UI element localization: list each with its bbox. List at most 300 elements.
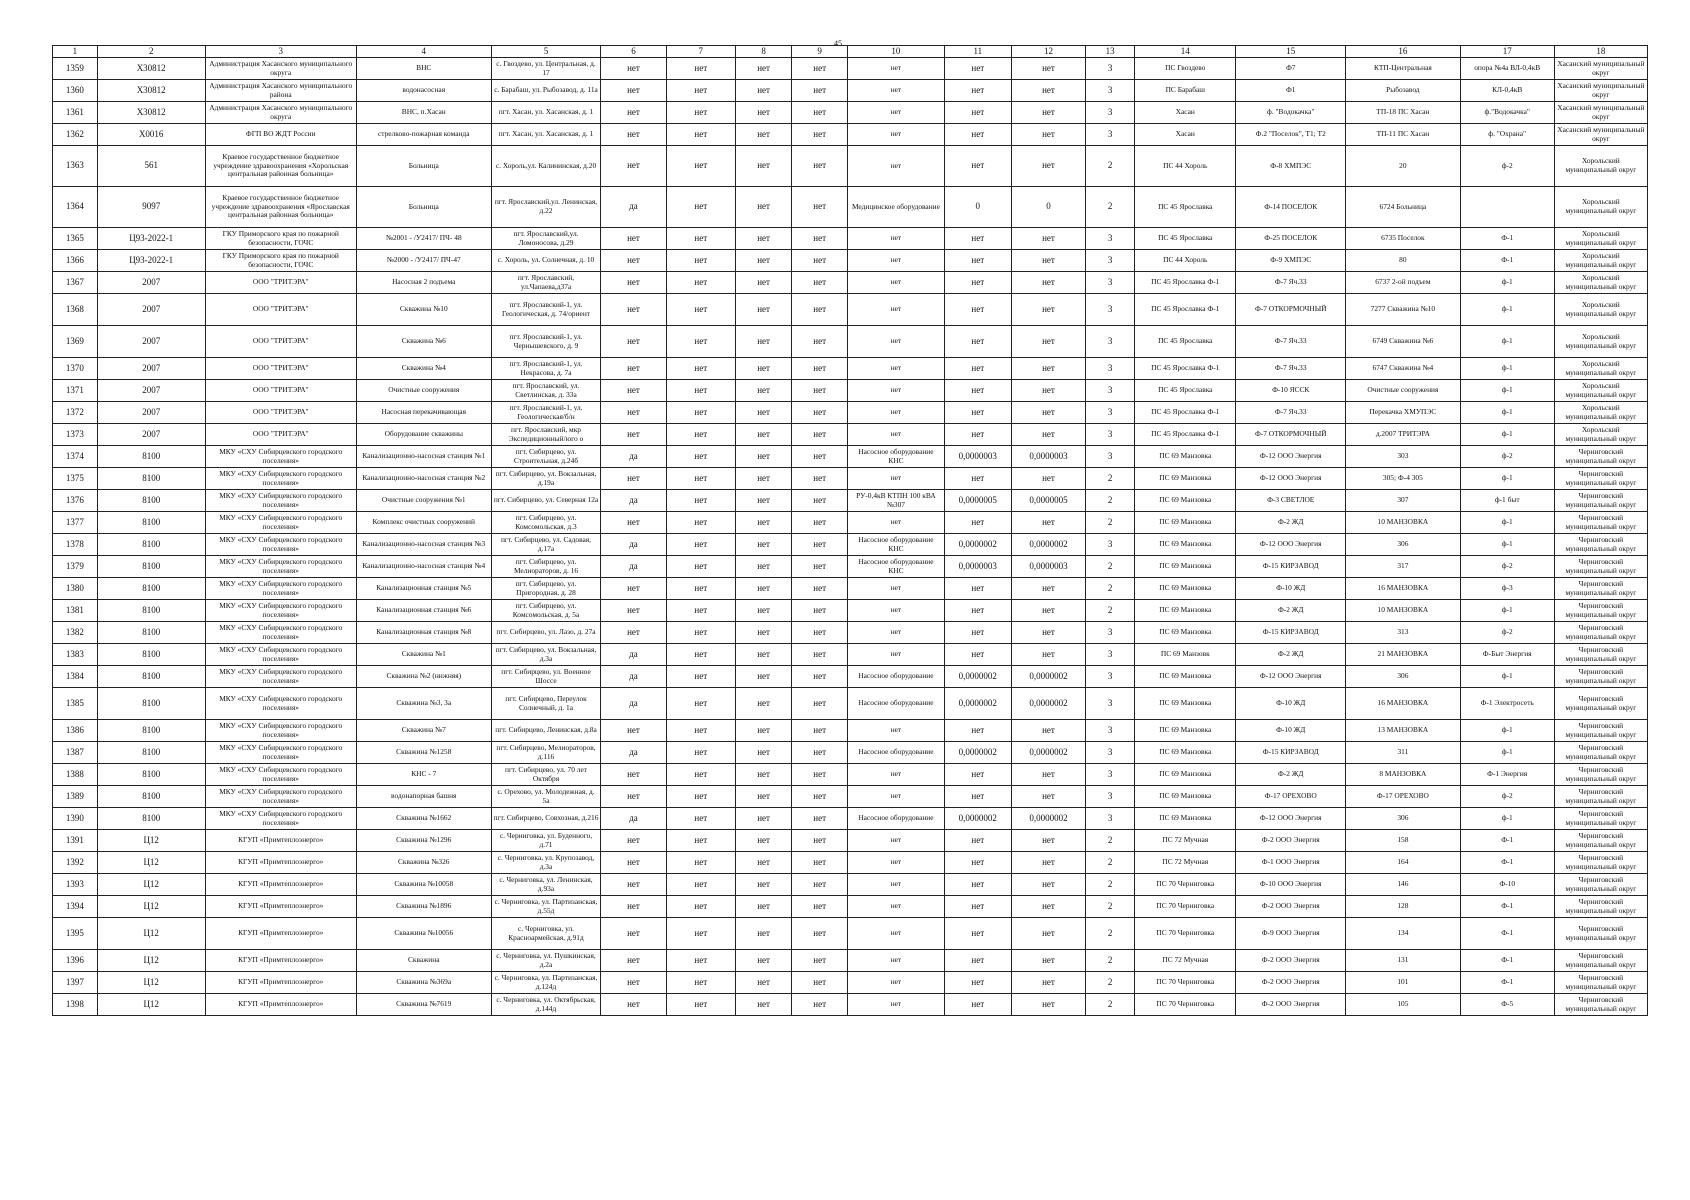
- table-cell: 0,0000002: [1011, 808, 1085, 830]
- table-cell: Ф-7 Яч.33: [1236, 272, 1346, 294]
- table-cell: 3: [1085, 446, 1134, 468]
- table-cell: КГУП «Примтеплоэнерго»: [205, 972, 356, 994]
- table-cell: Ф-1: [1460, 228, 1554, 250]
- table-cell: 3: [1085, 380, 1134, 402]
- table-cell: Ф-2 ЖД: [1236, 764, 1346, 786]
- table-cell: нет: [666, 852, 736, 874]
- column-header: 13: [1085, 46, 1134, 58]
- table-cell: ф-1: [1460, 294, 1554, 326]
- table-cell: Х0016: [97, 124, 205, 146]
- table-cell: Ф-9 ХМПЭС: [1236, 250, 1346, 272]
- table-cell: нет: [1011, 622, 1085, 644]
- table-cell: 0,0000003: [1011, 446, 1085, 468]
- table-cell: нет: [1011, 764, 1085, 786]
- table-cell: ВНС: [356, 58, 491, 80]
- table-cell: нет: [666, 272, 736, 294]
- table-cell: ПС 69 Манзовка: [1135, 468, 1236, 490]
- table-cell: 3: [1085, 622, 1134, 644]
- table-cell: 80: [1346, 250, 1460, 272]
- table-row: [53, 358, 1648, 380]
- table-cell: Хорольский муниципальный округ: [1554, 294, 1647, 326]
- table-cell: ПС Гвоздево: [1135, 58, 1236, 80]
- table-cell: Скважина №10058: [356, 874, 491, 896]
- table-cell: ф-1: [1460, 358, 1554, 380]
- table-cell: 16 МАНЗОВКА: [1346, 688, 1460, 720]
- table-cell: ф-1: [1460, 720, 1554, 742]
- table-cell: пгт. Ярославский-1, ул. Геологическая, д. 74/ориент: [491, 294, 601, 326]
- table-cell: Ф-17 ОРЕХОВО: [1346, 786, 1460, 808]
- table-cell: с. Черниговка, ул. Пушкинская, д.2а: [491, 950, 601, 972]
- table-cell: нет: [1011, 600, 1085, 622]
- table-cell: Черниговский муниципальный округ: [1554, 994, 1647, 1016]
- table-cell: пгт. Сибирцево, ул. Комсомольская, д.3: [491, 512, 601, 534]
- table-row: [53, 950, 1648, 972]
- table-cell: нет: [736, 380, 792, 402]
- table-cell: нет: [736, 830, 792, 852]
- table-cell: Ф-9 ООО Энергия: [1236, 918, 1346, 950]
- table-cell: нет: [792, 380, 848, 402]
- table-cell: пгт. Ярославский, ул. Светлинская, д. 33а: [491, 380, 601, 402]
- table-cell: с. Черниговка, ул. Буденного, д.71: [491, 830, 601, 852]
- table-cell: нет: [944, 294, 1011, 326]
- table-cell: нет: [792, 600, 848, 622]
- table-cell: да: [601, 446, 666, 468]
- table-cell: 1373: [53, 424, 98, 446]
- table-cell: 2007: [97, 380, 205, 402]
- table-cell: Ф-1: [1460, 918, 1554, 950]
- table-cell: нет: [736, 468, 792, 490]
- table-cell: 0,0000005: [1011, 490, 1085, 512]
- table-cell: Хасанский муниципальный округ: [1554, 124, 1647, 146]
- table-cell: 8100: [97, 688, 205, 720]
- table-cell: 2: [1085, 852, 1134, 874]
- table-cell: 3: [1085, 80, 1134, 102]
- table-cell: нет: [736, 742, 792, 764]
- table-cell: с. Барабаш, ул. Рыбозавод, д. 11а: [491, 80, 601, 102]
- table-cell: Ц12: [97, 972, 205, 994]
- table-cell: 131: [1346, 950, 1460, 972]
- table-cell: 2: [1085, 187, 1134, 228]
- table-cell: нет: [944, 972, 1011, 994]
- table-cell: нет: [666, 424, 736, 446]
- table-cell: нет: [792, 402, 848, 424]
- table-cell: 2: [1085, 556, 1134, 578]
- table-cell: нет: [601, 124, 666, 146]
- table-cell: д.2007 ТРИТЭРА: [1346, 424, 1460, 446]
- table-cell: ПС 69 Манзовк: [1135, 644, 1236, 666]
- table-cell: нет: [736, 272, 792, 294]
- table-cell: с. Хороль, ул. Солнечная, д. 10: [491, 250, 601, 272]
- table-cell: МКУ «СХУ Сибирцевского городского поселения»: [205, 446, 356, 468]
- table-cell: 0,0000003: [944, 556, 1011, 578]
- table-cell: нет: [736, 994, 792, 1016]
- table-cell: 3: [1085, 720, 1134, 742]
- table-cell: Черниговский муниципальный округ: [1554, 490, 1647, 512]
- table-row: [53, 994, 1648, 1016]
- table-cell: 10 МАНЗОВКА: [1346, 600, 1460, 622]
- table-cell: 16 МАНЗОВКА: [1346, 578, 1460, 600]
- table-cell: 2007: [97, 294, 205, 326]
- table-cell: пгт. Сибирцево, ул. Северная 12а: [491, 490, 601, 512]
- table-cell: нет: [736, 294, 792, 326]
- table-cell: 1381: [53, 600, 98, 622]
- table-cell: Черниговский муниципальный округ: [1554, 742, 1647, 764]
- table-cell: 0,0000002: [1011, 534, 1085, 556]
- table-cell: 2: [1085, 600, 1134, 622]
- table-cell: 306: [1346, 666, 1460, 688]
- table-cell: нет: [601, 918, 666, 950]
- table-cell: 1387: [53, 742, 98, 764]
- table-cell: нет: [601, 250, 666, 272]
- table-cell: нет: [601, 896, 666, 918]
- table-cell: 3: [1085, 294, 1134, 326]
- table-cell: нет: [944, 468, 1011, 490]
- table-cell: 8 МАНЗОВКА: [1346, 764, 1460, 786]
- table-cell: нет: [848, 896, 944, 918]
- table-cell: нет: [944, 146, 1011, 187]
- table-cell: Черниговский муниципальный округ: [1554, 808, 1647, 830]
- table-cell: КГУП «Примтеплоэнерго»: [205, 830, 356, 852]
- table-cell: 1392: [53, 852, 98, 874]
- table-cell: нет: [736, 58, 792, 80]
- table-cell: ф-1: [1460, 380, 1554, 402]
- table-cell: нет: [944, 512, 1011, 534]
- table-cell: пгт. Сибирцево, ул. Военное Шоссе: [491, 666, 601, 688]
- table-cell: ф-2: [1460, 146, 1554, 187]
- table-cell: Канализационно-насосная станция №3: [356, 534, 491, 556]
- table-cell: Ф-17 ОРЕХОВО: [1236, 786, 1346, 808]
- table-cell: нет: [848, 644, 944, 666]
- table-cell: с. Черниговка, ул. Ленинская, д.93а: [491, 874, 601, 896]
- table-cell: ф-3: [1460, 578, 1554, 600]
- table-cell: Хорольский муниципальный округ: [1554, 380, 1647, 402]
- table-cell: Ф-10 ООО Энергия: [1236, 874, 1346, 896]
- table-cell: водонасосная: [356, 80, 491, 102]
- table-cell: Черниговский муниципальный округ: [1554, 786, 1647, 808]
- table-cell: нет: [736, 146, 792, 187]
- table-cell: нет: [848, 102, 944, 124]
- table-cell: Хорольский муниципальный округ: [1554, 402, 1647, 424]
- table-cell: 1388: [53, 764, 98, 786]
- table-cell: 146: [1346, 874, 1460, 896]
- table-cell: нет: [666, 468, 736, 490]
- table-cell: 0,0000002: [944, 666, 1011, 688]
- table-cell: 0: [1011, 187, 1085, 228]
- table-cell: нет: [1011, 972, 1085, 994]
- column-header: 14: [1135, 46, 1236, 58]
- column-header: 12: [1011, 46, 1085, 58]
- table-cell: нет: [736, 622, 792, 644]
- table-cell: нет: [792, 830, 848, 852]
- table-cell: нет: [736, 666, 792, 688]
- table-cell: 1359: [53, 58, 98, 80]
- table-cell: 0,0000003: [944, 446, 1011, 468]
- table-cell: 2: [1085, 994, 1134, 1016]
- table-cell: нет: [848, 424, 944, 446]
- table-cell: Скважина №6: [356, 326, 491, 358]
- table-cell: 311: [1346, 742, 1460, 764]
- table-cell: Ф.2 "Поселок", Т1; Т2: [1236, 124, 1346, 146]
- table-cell: нет: [944, 874, 1011, 896]
- table-cell: 1393: [53, 874, 98, 896]
- table-cell: МКУ «СХУ Сибирцевского городского поселения»: [205, 490, 356, 512]
- table-cell: нет: [736, 896, 792, 918]
- table-cell: 3: [1085, 358, 1134, 380]
- table-cell: ф. "Водокачка": [1236, 102, 1346, 124]
- table-cell: нет: [601, 358, 666, 380]
- table-cell: нет: [666, 622, 736, 644]
- table-cell: 2: [1085, 896, 1134, 918]
- table-cell: нет: [1011, 58, 1085, 80]
- table-cell: нет: [666, 874, 736, 896]
- table-cell: нет: [848, 950, 944, 972]
- table-cell: нет: [792, 490, 848, 512]
- table-cell: Черниговский муниципальный округ: [1554, 852, 1647, 874]
- table-cell: нет: [666, 250, 736, 272]
- table-cell: Ф-15 КИРЗАВОД: [1236, 556, 1346, 578]
- table-cell: нет: [1011, 644, 1085, 666]
- table-cell: ООО "ТРИТЭРА": [205, 294, 356, 326]
- table-cell: Ф1: [1236, 80, 1346, 102]
- table-cell: 6737 2-ой подъем: [1346, 272, 1460, 294]
- table-cell: РУ-0,4кВ КТПН 100 кВА №307: [848, 490, 944, 512]
- table-cell: 8100: [97, 534, 205, 556]
- table-cell: КГУП «Примтеплоэнерго»: [205, 896, 356, 918]
- table-cell: 21 МАНЗОВКА: [1346, 644, 1460, 666]
- table-cell: Насосное оборудование: [848, 688, 944, 720]
- table-cell: Ф-1: [1460, 950, 1554, 972]
- table-cell: нет: [736, 326, 792, 358]
- table-cell: ТП-11 ПС Хасан: [1346, 124, 1460, 146]
- table-cell: 1360: [53, 80, 98, 102]
- table-cell: нет: [1011, 326, 1085, 358]
- table-cell: нет: [792, 80, 848, 102]
- column-header: 11: [944, 46, 1011, 58]
- table-cell: нет: [792, 764, 848, 786]
- table-cell: Ф-15 КИРЗАВОД: [1236, 742, 1346, 764]
- table-cell: нет: [792, 326, 848, 358]
- table-cell: Ц12: [97, 896, 205, 918]
- table-cell: 8100: [97, 468, 205, 490]
- table-cell: нет: [601, 272, 666, 294]
- table-cell: МКУ «СХУ Сибирцевского городского поселения»: [205, 720, 356, 742]
- table-cell: нет: [792, 358, 848, 380]
- table-cell: с. Орехово, ул. Молодежная, д. 5а: [491, 786, 601, 808]
- table-cell: 2007: [97, 326, 205, 358]
- table-cell: Канализационно-насосная станция №1: [356, 446, 491, 468]
- table-cell: 1386: [53, 720, 98, 742]
- table-cell: ООО "ТРИТЭРА": [205, 326, 356, 358]
- table-cell: Ф-1 ООО Энергия: [1236, 852, 1346, 874]
- table-cell: 3: [1085, 742, 1134, 764]
- table-cell: нет: [792, 972, 848, 994]
- table-cell: Ц12: [97, 852, 205, 874]
- table-cell: нет: [666, 644, 736, 666]
- table-cell: нет: [848, 720, 944, 742]
- table-cell: нет: [1011, 228, 1085, 250]
- table-cell: нет: [1011, 830, 1085, 852]
- table-cell: нет: [1011, 102, 1085, 124]
- table-cell: Насосное оборудование КНС: [848, 446, 944, 468]
- table-cell: нет: [848, 622, 944, 644]
- table-cell: нет: [666, 102, 736, 124]
- table-cell: нет: [666, 380, 736, 402]
- column-header: 9: [792, 46, 848, 58]
- table-cell: пгт. Сибирцево, ул. Пригородная, д. 28: [491, 578, 601, 600]
- table-cell: Ц12: [97, 950, 205, 972]
- table-cell: Черниговский муниципальный округ: [1554, 688, 1647, 720]
- table-cell: нет: [736, 402, 792, 424]
- table-cell: да: [601, 808, 666, 830]
- table-cell: Ф-12 ООО Энергия: [1236, 666, 1346, 688]
- table-cell: 134: [1346, 918, 1460, 950]
- table-cell: нет: [601, 102, 666, 124]
- table-cell: ф-1: [1460, 402, 1554, 424]
- table-cell: пгт. Хасан, ул. Хасанская, д. 1: [491, 102, 601, 124]
- table-cell: пгт. Сибирцево, ул. 70 лет Октября: [491, 764, 601, 786]
- table-cell: нет: [944, 786, 1011, 808]
- table-cell: МКУ «СХУ Сибирцевского городского поселения»: [205, 808, 356, 830]
- table-cell: 2: [1085, 972, 1134, 994]
- table-cell: Ц93-2022-1: [97, 250, 205, 272]
- table-cell: нет: [666, 358, 736, 380]
- table-cell: нет: [792, 556, 848, 578]
- table-cell: нет: [848, 994, 944, 1016]
- table-cell: ф-2: [1460, 556, 1554, 578]
- table-cell: нет: [792, 808, 848, 830]
- table-cell: нет: [601, 786, 666, 808]
- table-cell: 2007: [97, 272, 205, 294]
- table-cell: Ц12: [97, 830, 205, 852]
- table-cell: нет: [1011, 380, 1085, 402]
- table-cell: 303: [1346, 446, 1460, 468]
- table-cell: нет: [848, 578, 944, 600]
- table-cell: Ф7: [1236, 58, 1346, 80]
- table-cell: 3: [1085, 644, 1134, 666]
- table-cell: 8100: [97, 720, 205, 742]
- table-cell: Черниговский муниципальный округ: [1554, 720, 1647, 742]
- table-row: [53, 187, 1648, 228]
- table-cell: Скважина №10056: [356, 918, 491, 950]
- table-cell: 158: [1346, 830, 1460, 852]
- table-cell: 8100: [97, 556, 205, 578]
- table-cell: Очистные сооружения: [1346, 380, 1460, 402]
- table-cell: Ф-12 ООО Энергия: [1236, 534, 1346, 556]
- table-cell: Ф-10 ЖД: [1236, 720, 1346, 742]
- table-row: [53, 490, 1648, 512]
- table-cell: 0,0000002: [1011, 688, 1085, 720]
- table-cell: Ф-2 ЖД: [1236, 600, 1346, 622]
- table-cell: нет: [666, 808, 736, 830]
- table-cell: нет: [848, 358, 944, 380]
- table-cell: нет: [792, 688, 848, 720]
- table-cell: Х30812: [97, 102, 205, 124]
- table-cell: Канализационно-насосная станция №4: [356, 556, 491, 578]
- table-cell: ООО "ТРИТЭРА": [205, 402, 356, 424]
- table-cell: нет: [736, 358, 792, 380]
- table-cell: нет: [601, 468, 666, 490]
- table-row: [53, 58, 1648, 80]
- table-cell: МКУ «СХУ Сибирцевского городского поселения»: [205, 666, 356, 688]
- table-cell: Насосная перекачивающая: [356, 402, 491, 424]
- table-cell: Скважина №1296: [356, 830, 491, 852]
- table-cell: нет: [601, 852, 666, 874]
- table-cell: нет: [848, 58, 944, 80]
- table-cell: 6747 Скважина №4: [1346, 358, 1460, 380]
- table-cell: МКУ «СХУ Сибирцевского городского поселения»: [205, 786, 356, 808]
- page-number: 45: [834, 39, 842, 48]
- table-cell: Перекачка ХМУПЭС: [1346, 402, 1460, 424]
- column-header: 5: [491, 46, 601, 58]
- table-cell: Хасанский муниципальный округ: [1554, 80, 1647, 102]
- table-cell: Черниговский муниципальный округ: [1554, 578, 1647, 600]
- table-row: [53, 622, 1648, 644]
- table-cell: нет: [1011, 250, 1085, 272]
- table-cell: Черниговский муниципальный округ: [1554, 918, 1647, 950]
- table-row: [53, 534, 1648, 556]
- table-cell: нет: [1011, 874, 1085, 896]
- table-cell: нет: [848, 272, 944, 294]
- table-cell: нет: [736, 764, 792, 786]
- table-cell: нет: [848, 852, 944, 874]
- table-cell: Скважина №1896: [356, 896, 491, 918]
- table-cell: 0,0000002: [944, 808, 1011, 830]
- table-cell: ООО "ТРИТЭРА": [205, 272, 356, 294]
- table-cell: 8100: [97, 666, 205, 688]
- table-cell: Канализационная станция №5: [356, 578, 491, 600]
- table-cell: нет: [944, 380, 1011, 402]
- table-cell: нет: [792, 622, 848, 644]
- table-cell: нет: [944, 326, 1011, 358]
- table-cell: нет: [1011, 578, 1085, 600]
- table-cell: Ф-1 Энергия: [1460, 764, 1554, 786]
- table-cell: 8100: [97, 490, 205, 512]
- table-cell: нет: [601, 58, 666, 80]
- column-header: 16: [1346, 46, 1460, 58]
- table-cell: Канализационная станция №6: [356, 600, 491, 622]
- table-cell: 3: [1085, 326, 1134, 358]
- column-header: 10: [848, 46, 944, 58]
- table-row: [53, 918, 1648, 950]
- table-cell: нет: [601, 228, 666, 250]
- table-cell: ПС 72 Мучная: [1135, 830, 1236, 852]
- table-cell: 1363: [53, 146, 98, 187]
- table-cell: ПС 69 Манзовка: [1135, 446, 1236, 468]
- table-cell: 3: [1085, 402, 1134, 424]
- table-cell: ООО "ТРИТЭРА": [205, 380, 356, 402]
- table-cell: Скважина №1662: [356, 808, 491, 830]
- table-cell: нет: [792, 720, 848, 742]
- table-cell: 1361: [53, 102, 98, 124]
- table-cell: нет: [666, 600, 736, 622]
- table-cell: Медицинское оборудование: [848, 187, 944, 228]
- table-cell: МКУ «СХУ Сибирцевского городского поселения»: [205, 512, 356, 534]
- table-cell: нет: [1011, 786, 1085, 808]
- table-cell: нет: [666, 228, 736, 250]
- table-cell: Очистные сооружения: [356, 380, 491, 402]
- table-cell: ПС 45 Ярославка: [1135, 228, 1236, 250]
- table-cell: нет: [601, 146, 666, 187]
- table-cell: ПС 44 Хороль: [1135, 146, 1236, 187]
- table-cell: нет: [848, 294, 944, 326]
- table-row: [53, 808, 1648, 830]
- table-cell: нет: [792, 512, 848, 534]
- table-cell: ф-2: [1460, 786, 1554, 808]
- table-row: [53, 402, 1648, 424]
- table-cell: 1390: [53, 808, 98, 830]
- table-cell: пгт. Ярославский, ул.Чапаева,д37а: [491, 272, 601, 294]
- table-cell: Ф-14 ПОСЕЛОК: [1236, 187, 1346, 228]
